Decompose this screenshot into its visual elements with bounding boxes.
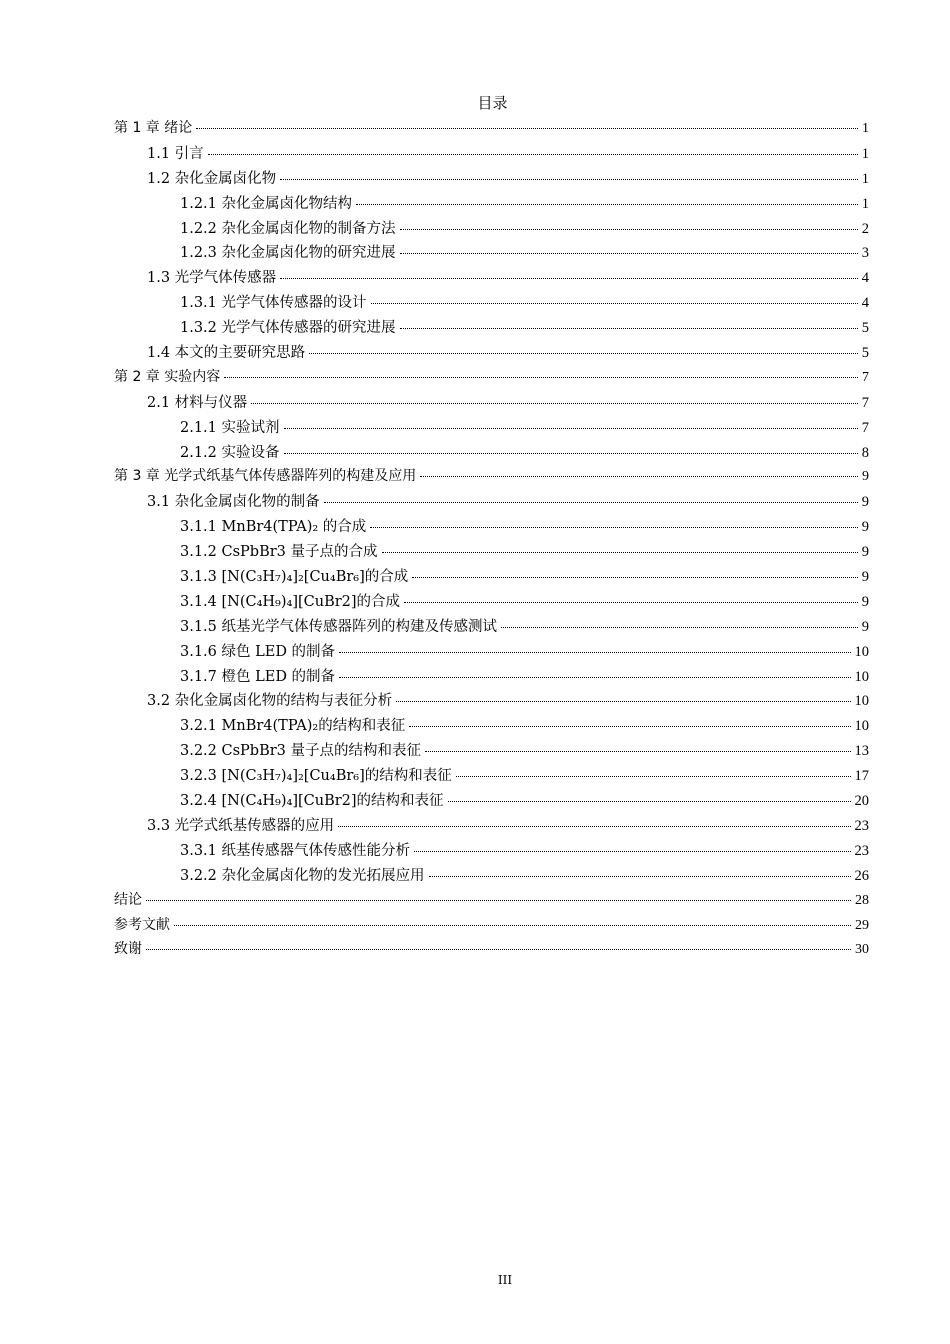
toc-dot-leader [429,876,851,877]
page-number: III [497,1273,513,1287]
toc-entry[interactable] [114,490,869,515]
page-title: 目录 [477,94,508,112]
toc-dot-leader [284,428,858,429]
toc-entry[interactable] [114,291,869,316]
toc-entry-label: 致谢 [114,941,142,958]
toc-entry[interactable] [114,515,869,540]
toc-entry-page: 1 [862,121,869,136]
toc-entry[interactable] [114,441,869,466]
toc-entry[interactable] [114,565,869,590]
toc-entry-label: 3.3.1 纸基传感器气体传感性能分析 [180,842,411,859]
toc-entry-page: 23 [854,842,869,859]
toc-entry-page: 10 [854,668,869,685]
toc-dot-leader [382,552,858,553]
toc-entry-label: 3.1.1 MnBr4(TPA)₂ 的合成 [180,519,367,536]
toc-entry-page: 1 [861,195,869,212]
toc-entry[interactable] [114,615,869,640]
toc-dot-leader [501,627,858,628]
toc-entry-page: 9 [861,569,869,586]
toc-entry-label: 2.1 材料与仪器 [147,394,248,411]
toc-dot-leader [280,278,858,279]
toc-dot-leader [448,801,851,802]
toc-entry[interactable] [114,142,869,167]
toc-entry-page: 13 [854,743,869,760]
toc-dot-leader [400,253,858,254]
toc-entry-page: 9 [861,494,869,511]
toc-entry[interactable] [114,814,869,839]
toc-entry[interactable] [114,640,869,665]
toc-entry-label: 3.1 杂化金属卤化物的制备 [147,494,320,511]
toc-entry[interactable] [114,739,869,764]
toc-dot-leader [309,353,858,354]
toc-entry-page: 30 [855,942,869,958]
toc-entry-label: 1.2.3 杂化金属卤化物的研究进展 [180,245,396,262]
toc-entry[interactable] [114,714,869,739]
toc-entry[interactable] [114,914,869,939]
toc-entry[interactable] [114,665,869,690]
toc-entry-page: 28 [855,892,869,908]
toc-entry[interactable] [114,789,869,814]
toc-entry[interactable] [114,366,869,391]
toc-dot-leader [339,652,850,653]
toc-entry-label: 1.3.2 光学气体传感器的研究进展 [180,320,396,337]
toc-entry-label: 结论 [114,891,142,908]
toc-entry-page: 9 [862,469,869,485]
toc-entry[interactable] [114,764,869,789]
toc-dot-leader [420,476,858,477]
toc-dot-leader [251,403,858,404]
toc-entry-label: 3.1.3 [N(C₃H₇)₄]₂[Cu₄Br₆]的合成 [180,569,409,586]
toc-entry[interactable] [114,341,869,366]
toc-entry-page: 9 [861,593,869,610]
toc-dot-leader [146,900,851,901]
toc-entry[interactable] [114,167,869,192]
toc-entry-label: 第 2 章 实验内容 [114,368,221,385]
toc-entry-page: 5 [861,320,869,337]
toc-entry-label: 3.3 光学式纸基传感器的应用 [147,817,335,834]
toc-entry[interactable] [114,416,869,441]
toc-entry[interactable] [114,938,869,963]
toc-entry-label: 参考文献 [114,916,170,933]
toc-dot-leader [174,925,851,926]
toc-dot-leader [371,303,858,304]
toc-entry-page: 9 [861,618,869,635]
toc-entry-label: 3.2 杂化金属卤化物的结构与表征分析 [147,693,393,710]
table-of-contents [114,117,869,963]
toc-entry-label: 第 1 章 绪论 [114,120,193,136]
toc-entry-page: 7 [861,419,869,436]
toc-entry-page: 10 [854,718,869,735]
toc-entry-label: 1.2.2 杂化金属卤化物的制备方法 [180,220,396,237]
toc-dot-leader [412,577,857,578]
toc-entry-page: 9 [861,544,869,561]
toc-entry[interactable] [114,217,869,242]
toc-entry-label: 1.2 杂化金属卤化物 [147,170,277,187]
toc-dot-leader [404,602,858,603]
toc-dot-leader [339,677,850,678]
toc-entry-label: 1.4 本文的主要研究思路 [147,345,306,362]
toc-entry-label: 2.1.1 实验试剂 [180,419,280,436]
toc-entry[interactable] [114,192,869,217]
toc-entry-page: 7 [862,369,869,385]
toc-entry-page: 9 [861,519,869,536]
toc-entry-page: 17 [854,768,869,785]
toc-entry-label: 3.1.2 CsPbBr3 量子点的合成 [180,544,378,561]
toc-dot-leader [396,701,850,702]
toc-entry-label: 3.1.4 [N(C₄H₉)₄][CuBr2]的合成 [180,593,401,610]
toc-entry[interactable] [114,117,869,142]
toc-entry-label: 1.3 光学气体传感器 [147,270,277,287]
toc-entry-page: 20 [854,793,869,810]
toc-entry-page: 1 [861,170,869,187]
toc-entry-page: 10 [854,643,869,660]
toc-entry-page: 4 [861,270,869,287]
toc-dot-leader [400,328,858,329]
toc-entry-page: 4 [861,295,869,312]
toc-entry[interactable] [114,540,869,565]
toc-entry[interactable] [114,266,869,291]
toc-entry[interactable] [114,590,869,615]
toc-entry-page: 5 [861,345,869,362]
toc-entry-label: 3.2.1 MnBr4(TPA)₂的结构和表征 [180,718,406,735]
toc-entry[interactable] [114,465,869,490]
toc-entry-label: 第 3 章 光学式纸基气体传感器阵列的构建及应用 [114,468,417,485]
toc-dot-leader [208,154,858,155]
toc-dot-leader [146,949,851,950]
toc-entry[interactable] [114,316,869,341]
toc-dot-leader [409,726,850,727]
toc-dot-leader [356,204,858,205]
toc-entry-page: 29 [855,917,869,933]
toc-dot-leader [414,851,850,852]
toc-dot-leader [284,453,858,454]
toc-entry[interactable] [114,391,869,416]
toc-entry-label: 2.1.2 实验设备 [180,444,280,461]
toc-dot-leader [400,229,858,230]
toc-entry-page: 1 [861,145,869,162]
toc-entry-label: 3.1.6 绿色 LED 的制备 [180,643,336,660]
toc-entry-page: 3 [861,245,869,262]
toc-entry-label: 1.2.1 杂化金属卤化物结构 [180,195,353,212]
toc-dot-leader [370,527,857,528]
toc-entry-label: 3.2.4 [N(C₄H₉)₄][CuBr2]的结构和表征 [180,793,444,810]
toc-entry-label: 3.2.2 杂化金属卤化物的发光拓展应用 [180,867,425,884]
toc-entry[interactable] [114,864,869,889]
toc-entry-label: 1.1 引言 [147,145,204,162]
toc-entry-page: 26 [854,867,869,884]
toc-entry-page: 7 [861,394,869,411]
toc-entry-label: 3.1.7 橙色 LED 的制备 [180,668,336,685]
toc-dot-leader [338,826,850,827]
toc-entry-page: 10 [854,693,869,710]
toc-entry[interactable] [114,689,869,714]
toc-entry-label: 1.3.1 光学气体传感器的设计 [180,295,367,312]
toc-entry-page: 8 [861,444,869,461]
toc-entry-label: 3.2.2 CsPbBr3 量子点的结构和表征 [180,743,421,760]
toc-dot-leader [280,179,858,180]
toc-entry-page: 2 [861,220,869,237]
toc-dot-leader [324,502,858,503]
toc-entry[interactable] [114,839,869,864]
toc-dot-leader [425,751,851,752]
toc-entry-label: 3.1.5 纸基光学气体传感器阵列的构建及传感测试 [180,618,498,635]
toc-dot-leader [224,377,858,378]
toc-entry-label: 3.2.3 [N(C₃H₇)₄]₂[Cu₄Br₆]的结构和表征 [180,768,452,785]
toc-dot-leader [196,128,858,129]
toc-entry[interactable] [114,241,869,266]
toc-dot-leader [456,776,851,777]
toc-entry[interactable] [114,889,869,914]
toc-entry-page: 23 [854,817,869,834]
